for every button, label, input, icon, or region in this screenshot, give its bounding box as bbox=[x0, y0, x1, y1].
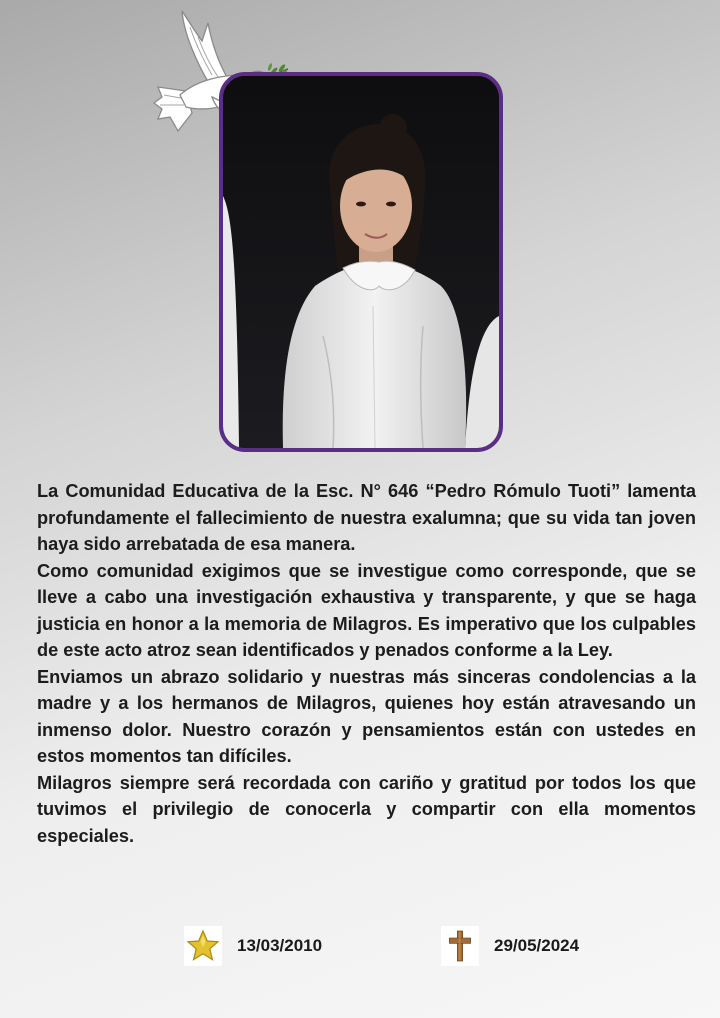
paragraph-condolences: Enviamos un abrazo solidario y nuestras más sinceras condolencias a la madre y a los hermanos de Milagros, quienes hoy están atravesando un inmenso dolor. Nuestro corazón y pensamientos están con ustedes en estos momentos tan difíciles. bbox=[37, 666, 696, 766]
paragraph-remembrance: Milagros siempre será recordada con cariño y gratitud por todos los que tuvimos el privilegio de conocerla y compartir con ella momentos especiales. bbox=[37, 772, 696, 846]
dates-row bbox=[0, 925, 720, 967]
paragraph-justice: Como comunidad exigimos que se investigue como corresponde, que se lleve a cabo una investigación exhaustiva y transparente, y que se haga justicia en honor a la memoria de Milagros. Es imperativo que los culpables de este acto atroz sean identificados y penados conforme a la Ley. bbox=[37, 560, 696, 660]
memorial-message bbox=[37, 478, 696, 849]
star-icon bbox=[184, 926, 222, 966]
death-date: 29/05/2024 bbox=[494, 936, 580, 955]
birth-date: 13/03/2010 bbox=[237, 936, 323, 955]
cross-icon bbox=[441, 926, 479, 966]
birth-date-group bbox=[184, 925, 322, 967]
portrait-photo bbox=[219, 72, 503, 452]
paragraph-intro: La Comunidad Educativa de la Esc. N° 646 “Pedro Rómulo Tuoti” lamenta profundamente el fallecimiento de nuestra exalumna; que su vida tan joven haya sido arrebatada de esa manera. bbox=[37, 481, 696, 554]
death-date-group bbox=[441, 925, 579, 967]
